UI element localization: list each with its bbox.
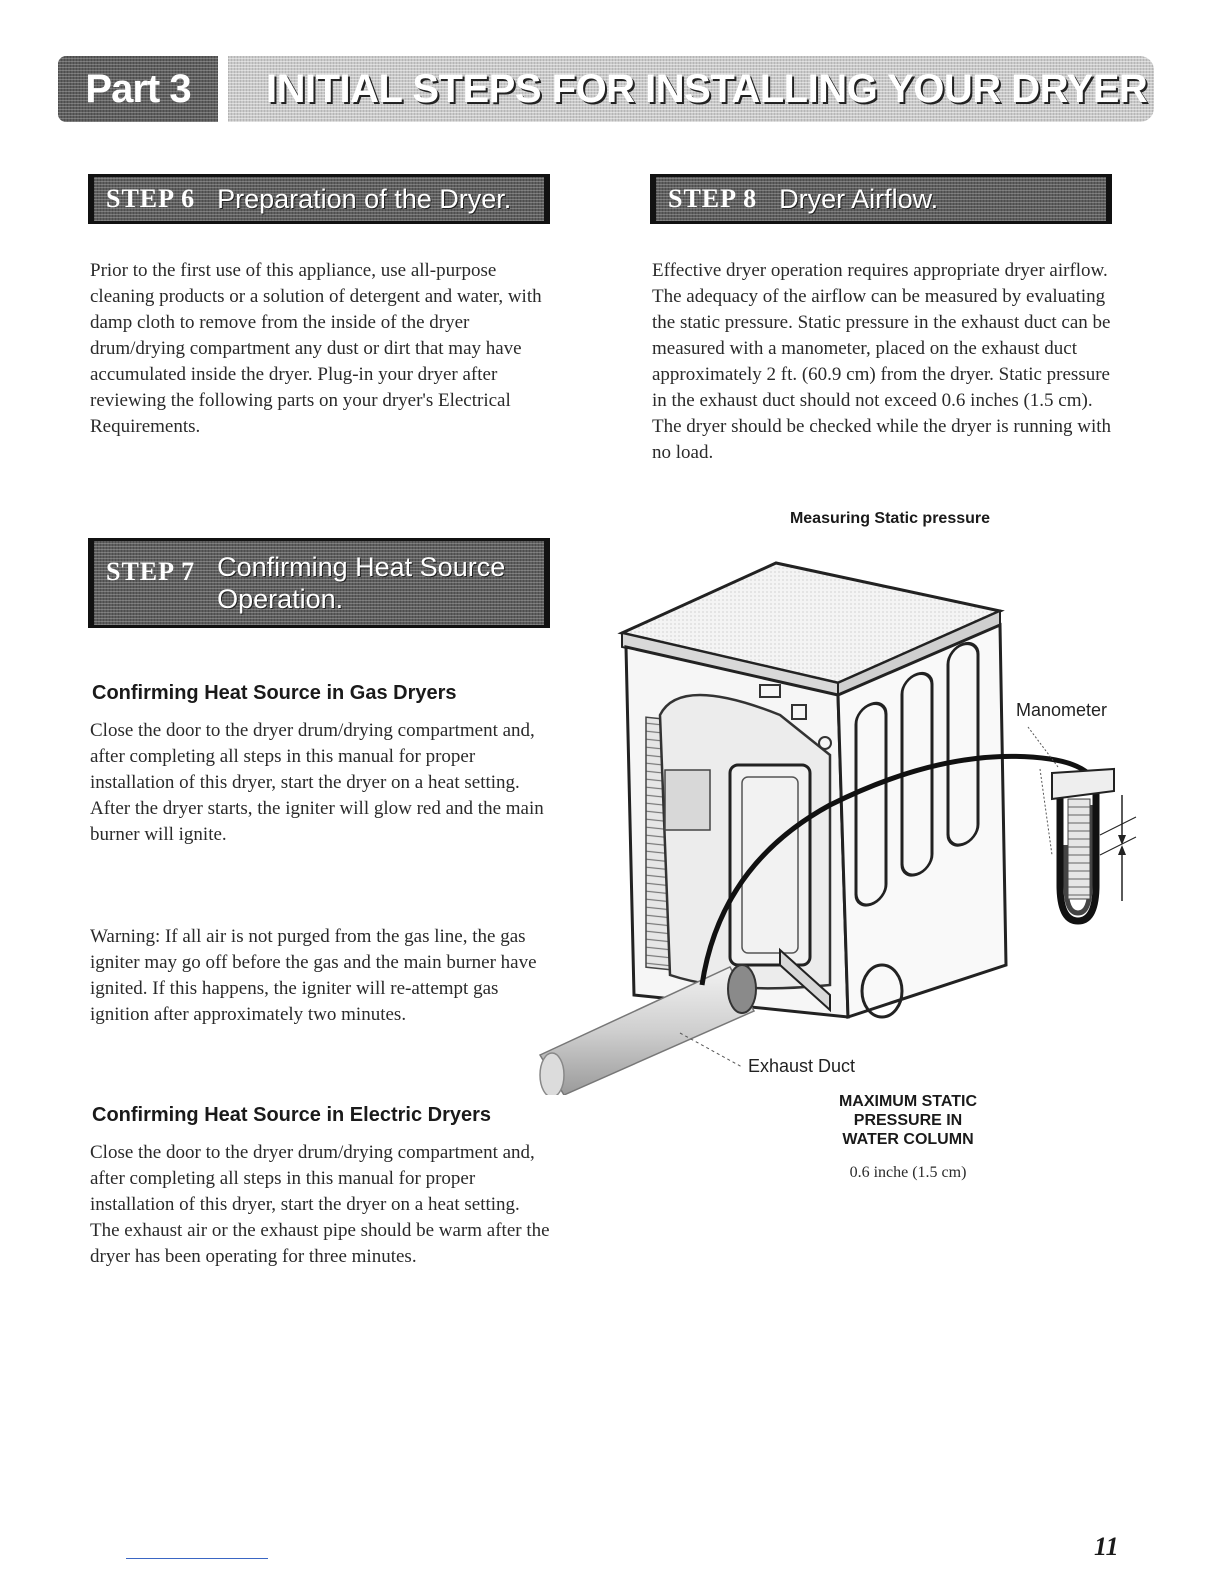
- step6-number: STEP 6: [106, 184, 196, 213]
- step7-number: STEP 7: [106, 557, 196, 586]
- page-number: 11: [1094, 1532, 1119, 1561]
- step6-title: Preparation of the Dryer.: [217, 183, 512, 214]
- step7-title-line2: Operation.: [217, 584, 344, 614]
- max-static-value: 0.6 inche (1.5 cm): [849, 1164, 967, 1181]
- step8-body: Effective dryer operation requires appropriate dryer airflow. The adequacy of the airflow can be measured by evaluating the static pressure. Static pressure in the exhaust duct can be measured with a manometer, placed on the exhaust duct approximately 2 ft. (60.9 cm) from the dryer. Static pressure in the exhaust duct should not exceed 0.6 inches (1.5 cm). The dryer should be checked while the dryer is running with no load.: [652, 260, 1112, 463]
- figure-caption: Measuring Static pressure: [789, 510, 991, 527]
- max-static-title-line1: MAXIMUM STATIC: [838, 1093, 978, 1110]
- step7-title-line1: Confirming Heat Source: [217, 552, 506, 582]
- gas-dryer-heading: Confirming Heat Source in Gas Dryers: [92, 682, 457, 704]
- page-title-bar: [228, 56, 1154, 122]
- step6-body: Prior to the first use of this appliance, use all-purpose cleaning products or a solution of detergent and water, with damp cloth to remove from the inside of the dryer drum/drying compartment any dust or dirt that may have accumulated inside the dryer. Plug-in your dryer after reviewing the following parts on your dryer's Electrical Requirements.: [90, 260, 542, 437]
- step7-banner: [88, 538, 550, 628]
- dryer-illustration: [530, 555, 1150, 1095]
- electric-dryer-heading: Confirming Heat Source in Electric Dryers: [92, 1104, 492, 1126]
- dryer-back-panel: [626, 647, 848, 1017]
- max-static-title: [780, 1092, 1036, 1149]
- gas-dryer-body: Close the door to the dryer drum/drying compartment and, after completing all steps in this manual for proper installation of this dryer, start the dryer on a heat setting. After the dryer starts, the igniter will glow red and the main burner will ignite.: [90, 720, 544, 845]
- step8-title: Dryer Airflow.: [779, 183, 939, 214]
- footer-rule: [126, 1558, 268, 1559]
- step8-banner: [650, 174, 1112, 224]
- dryer-side-panel: [838, 625, 1006, 1017]
- electric-dryer-body: Close the door to the dryer drum/drying compartment and, after completing all steps in this manual for proper installation of this dryer, start the dryer on a heat setting. The exhaust air or the exhaust pipe should be warm after the dryer has been operating for three minutes.: [90, 1142, 550, 1267]
- max-static-title-line2: PRESSURE IN: [853, 1112, 963, 1129]
- exhaust-duct-label: Exhaust Duct: [748, 1056, 856, 1076]
- warning-body: Warning: If all air is not purged from the gas line, the gas igniter may go off before the gas and the main burner have ignited. If this happens, the igniter will re-attempt gas ignition after approximately two minutes.: [90, 926, 537, 1025]
- step7-title: [217, 551, 505, 615]
- max-static-title-line3: WATER COLUMN: [842, 1131, 974, 1148]
- step6-banner: [88, 174, 550, 224]
- page-title: INITIAL STEPS FOR INSTALLING YOUR DRYER: [266, 66, 1148, 111]
- manometer-label: Manometer: [1016, 700, 1108, 720]
- part-badge: [58, 56, 218, 122]
- part-label: Part 3: [85, 66, 191, 111]
- step8-number: STEP 8: [668, 184, 758, 213]
